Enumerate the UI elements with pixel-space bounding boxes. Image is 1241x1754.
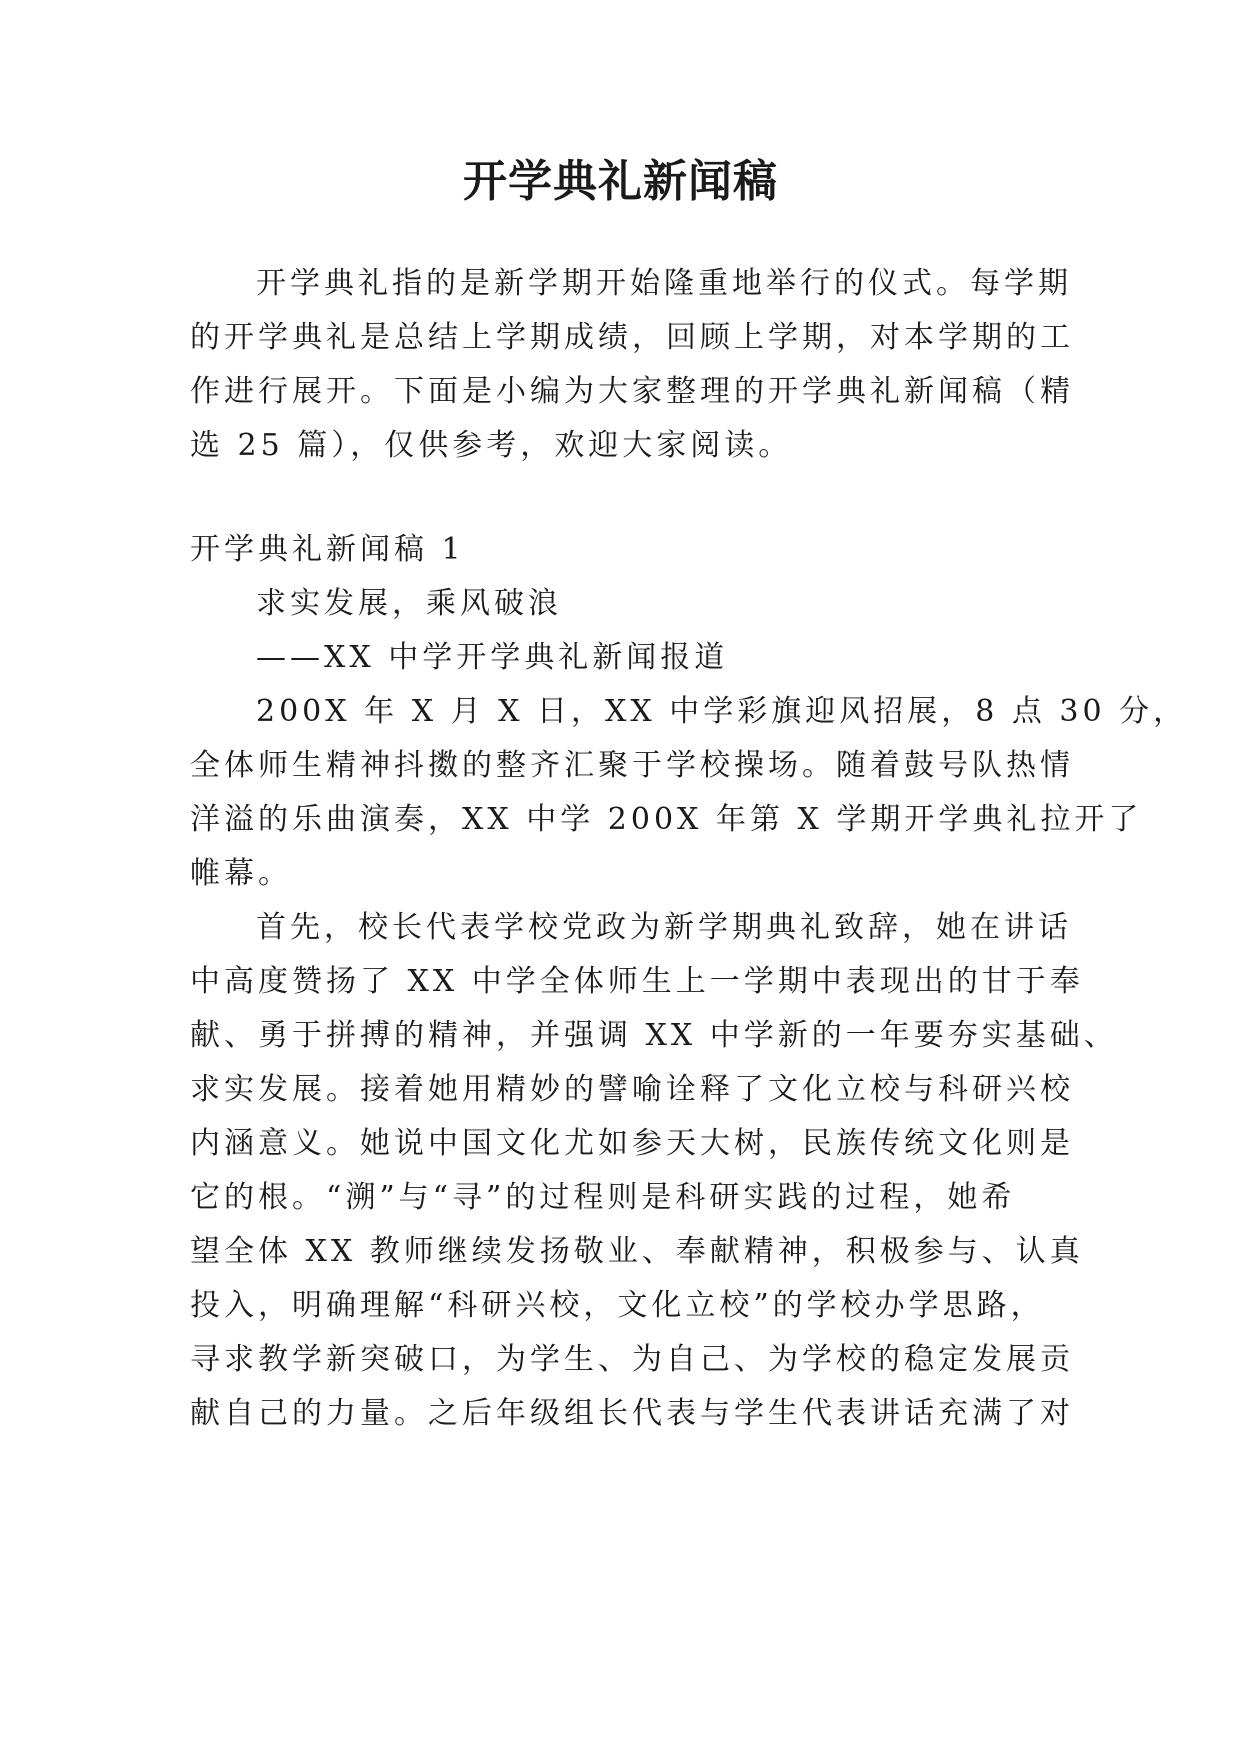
article-subtitle: ——XX 中学开学典礼新闻报道 bbox=[256, 640, 729, 675]
article-title: 求实发展，乘风破浪 bbox=[256, 586, 562, 621]
body-line: 帷幕。 bbox=[190, 856, 292, 891]
body-line: 洋溢的乐曲演奏，XX 中学 200X 年第 X 学期开学典礼拉开了 bbox=[190, 802, 1143, 837]
intro-line: 选 25 篇），仅供参考，欢迎大家阅读。 bbox=[190, 428, 793, 463]
intro-line: 开学典礼指的是新学期开始隆重地举行的仪式。每学期 bbox=[256, 266, 1072, 301]
intro-line: 的开学典礼是总结上学期成绩，回顾上学期，对本学期的工 bbox=[190, 320, 1074, 355]
body-line: 投入，明确理解“科研兴校，文化立校”的学校办学思路， bbox=[190, 1288, 1045, 1323]
article-heading: 开学典礼新闻稿 1 bbox=[190, 532, 465, 567]
body-line: 献自己的力量。之后年级组长代表与学生代表讲话充满了对 bbox=[190, 1396, 1074, 1431]
body-line: 中高度赞扬了 XX 中学全体师生上一学期中表现出的甘于奉 bbox=[190, 964, 1084, 999]
body-line: 全体师生精神抖擞的整齐汇聚于学校操场。随着鼓号队热情 bbox=[190, 748, 1074, 783]
body-line: 望全体 XX 教师继续发扬敬业、奉献精神，积极参与、认真 bbox=[190, 1234, 1084, 1269]
intro-line: 作进行展开。下面是小编为大家整理的开学典礼新闻稿（精 bbox=[190, 374, 1074, 409]
body-line: 内涵意义。她说中国文化尤如参天大树，民族传统文化则是 bbox=[190, 1126, 1074, 1161]
document-title: 开学典礼新闻稿 bbox=[463, 156, 778, 207]
body-line: 它的根。“溯”与“寻”的过程则是科研实践的过程，她希 bbox=[190, 1180, 1016, 1215]
body-line: 献、勇于拼搏的精神，并强调 XX 中学新的一年要夯实基础、 bbox=[190, 1018, 1118, 1053]
body-line: 200X 年 X 月 X 日，XX 中学彩旗迎风招展，8 点 30 分， bbox=[256, 694, 1188, 729]
body-line: 求实发展。接着她用精妙的譬喻诠释了文化立校与科研兴校 bbox=[190, 1072, 1074, 1107]
body-line: 寻求教学新突破口，为学生、为自己、为学校的稳定发展贡 bbox=[190, 1342, 1074, 1377]
body-line: 首先，校长代表学校党政为新学期典礼致辞，她在讲话 bbox=[256, 910, 1072, 945]
